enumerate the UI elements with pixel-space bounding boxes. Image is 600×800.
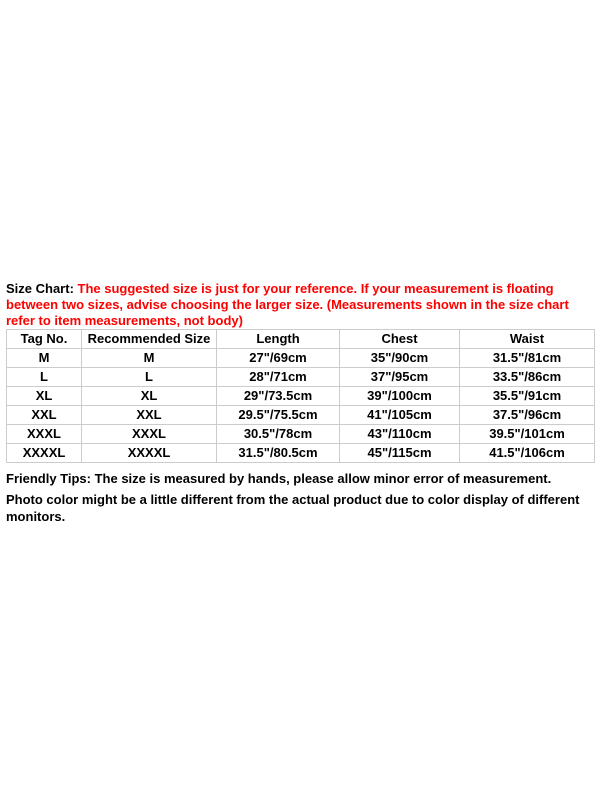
cell-recommended-size: M	[82, 349, 217, 368]
cell-waist: 41.5"/106cm	[460, 444, 595, 463]
cell-length: 27"/69cm	[217, 349, 340, 368]
table-row	[7, 387, 595, 406]
size-table-header-row	[7, 330, 595, 349]
friendly-tips: Friendly Tips: The size is measured by hands, please allow minor error of measurement.	[6, 471, 552, 486]
cell-chest: 43"/110cm	[340, 425, 460, 444]
cell-recommended-size: XXXXL	[82, 444, 217, 463]
table-row	[7, 368, 595, 387]
table-row	[7, 349, 595, 368]
header-tag-no: Tag No.	[7, 330, 82, 349]
cell-tag-no: XXXL	[7, 425, 82, 444]
header-waist: Waist	[460, 330, 595, 349]
size-chart-label: Size Chart:	[6, 281, 74, 296]
cell-chest: 45"/115cm	[340, 444, 460, 463]
cell-recommended-size: XL	[82, 387, 217, 406]
cell-waist: 31.5"/81cm	[460, 349, 595, 368]
cell-length: 28"/71cm	[217, 368, 340, 387]
cell-tag-no: M	[7, 349, 82, 368]
cell-waist: 39.5"/101cm	[460, 425, 595, 444]
header-length: Length	[217, 330, 340, 349]
size-chart-note: The suggested size is just for your reference. If your measurement is floating between two sizes, advise choosing the larger size. (Measurements shown in the size chart refer to item measurements, not body)	[6, 281, 569, 328]
header-recommended-size: Recommended Size	[82, 330, 217, 349]
cell-recommended-size: XXL	[82, 406, 217, 425]
cell-length: 29"/73.5cm	[217, 387, 340, 406]
cell-tag-no: XXXXL	[7, 444, 82, 463]
cell-chest: 35"/90cm	[340, 349, 460, 368]
size-table	[6, 329, 595, 463]
cell-chest: 39"/100cm	[340, 387, 460, 406]
cell-waist: 37.5"/96cm	[460, 406, 595, 425]
header-chest: Chest	[340, 330, 460, 349]
cell-chest: 41"/105cm	[340, 406, 460, 425]
cell-chest: 37"/95cm	[340, 368, 460, 387]
cell-tag-no: L	[7, 368, 82, 387]
table-row	[7, 406, 595, 425]
cell-length: 29.5"/75.5cm	[217, 406, 340, 425]
cell-waist: 33.5"/86cm	[460, 368, 595, 387]
table-row	[7, 444, 595, 463]
size-chart-intro	[6, 281, 594, 329]
cell-length: 31.5"/80.5cm	[217, 444, 340, 463]
table-row	[7, 425, 595, 444]
cell-waist: 35.5"/91cm	[460, 387, 595, 406]
size-chart-section	[6, 281, 594, 525]
cell-recommended-size: L	[82, 368, 217, 387]
photo-color-note: Photo color might be a little different from the actual product due to color display of different monitors.	[6, 492, 580, 524]
cell-tag-no: XXL	[7, 406, 82, 425]
cell-length: 30.5"/78cm	[217, 425, 340, 444]
cell-tag-no: XL	[7, 387, 82, 406]
cell-recommended-size: XXXL	[82, 425, 217, 444]
